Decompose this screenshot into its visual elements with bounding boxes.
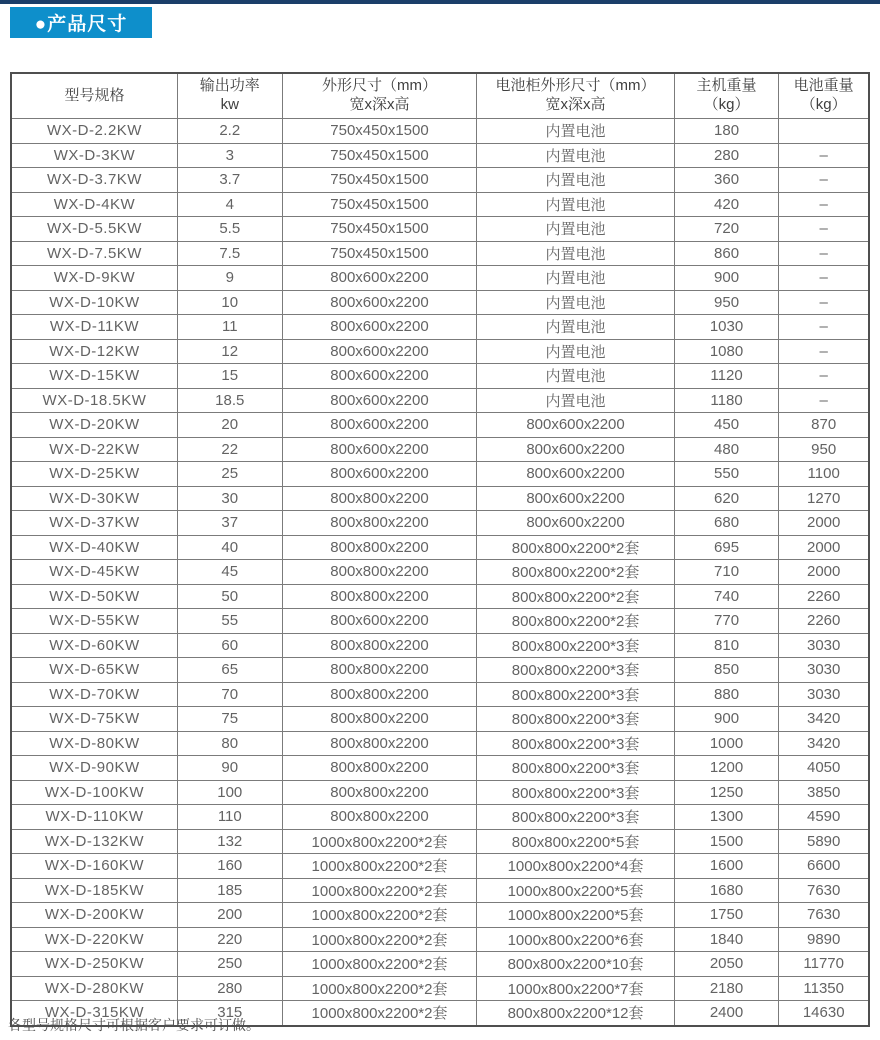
table-cell: WX-D-132KW [11,829,177,854]
table-cell: WX-D-11KW [11,315,177,340]
table-cell: 1030 [674,315,779,340]
table-cell: 11770 [779,952,869,977]
table-cell: 2180 [674,976,779,1001]
table-cell: 18.5 [177,388,282,413]
table-cell: 内置电池 [477,388,674,413]
table-row [11,143,869,168]
table-cell: 710 [674,560,779,585]
table-cell: 800x800x2200 [282,560,477,585]
table-cell: 内置电池 [477,119,674,144]
table-cell: 800x600x2200 [282,609,477,634]
table-cell: 2400 [674,1001,779,1026]
table-cell: 25 [177,462,282,487]
table-cell: 1750 [674,903,779,928]
header-row [11,73,869,119]
table-cell: WX-D-40KW [11,535,177,560]
table-cell: 800x800x2200*3套 [477,707,674,732]
table-cell: 1000x800x2200*2套 [282,1001,477,1026]
table-cell: WX-D-50KW [11,584,177,609]
table-cell: 900 [674,266,779,291]
table-cell: 720 [674,217,779,242]
table-cell: 1250 [674,780,779,805]
table-cell: 800x800x2200*3套 [477,682,674,707]
table-cell: 1000 [674,731,779,756]
table-cell: 30 [177,486,282,511]
footer-note: 各型号规格尺寸可根据客户要求可订做。 [8,1017,260,1033]
table-cell: 800x800x2200*2套 [477,584,674,609]
table-cell: WX-D-20KW [11,413,177,438]
table-header [11,73,869,119]
table-cell: 1000x800x2200*2套 [282,903,477,928]
table-cell: WX-D-4KW [11,192,177,217]
table-cell: 2.2 [177,119,282,144]
table-cell: WX-D-45KW [11,560,177,585]
table-cell: WX-D-200KW [11,903,177,928]
table-cell: 800x600x2200 [477,511,674,536]
table-cell: WX-D-3KW [11,143,177,168]
table-cell: WX-D-185KW [11,878,177,903]
table-cell: 9890 [779,927,869,952]
table-cell: 1000x800x2200*5套 [477,878,674,903]
table-cell: 160 [177,854,282,879]
table-cell: 2260 [779,609,869,634]
table-cell: 3.7 [177,168,282,193]
table-cell: 11 [177,315,282,340]
table-cell: 800x800x2200 [282,486,477,511]
table-cell: 9 [177,266,282,291]
table-cell: 40 [177,535,282,560]
table-cell: 810 [674,633,779,658]
table-cell: 800x800x2200*10套 [477,952,674,977]
table-cell: 280 [674,143,779,168]
table-cell: 1120 [674,364,779,389]
table-cell: 100 [177,780,282,805]
table-cell: 880 [674,682,779,707]
product-dimensions-table [10,72,870,1027]
table-cell: 1080 [674,339,779,364]
table-cell: WX-D-30KW [11,486,177,511]
table-cell: 45 [177,560,282,585]
table-row [11,413,869,438]
table-cell: WX-D-25KW [11,462,177,487]
table-cell: 3030 [779,633,869,658]
table-cell: 55 [177,609,282,634]
column-header: 输出功率 kw [177,73,282,119]
table-cell: 50 [177,584,282,609]
table-cell: 450 [674,413,779,438]
table-row [11,535,869,560]
table-cell: WX-D-60KW [11,633,177,658]
table-cell: 800x800x2200 [282,682,477,707]
table-cell: 800x800x2200 [282,780,477,805]
table-cell: 7630 [779,903,869,928]
table-row [11,584,869,609]
table-cell: WX-D-65KW [11,658,177,683]
table-cell: 1000x800x2200*6套 [477,927,674,952]
table-cell: 内置电池 [477,315,674,340]
table-cell: 220 [177,927,282,952]
column-header: 电池重量 （kg） [779,73,869,119]
table-cell: 1200 [674,756,779,781]
table-cell: 200 [177,903,282,928]
table-cell: 3030 [779,658,869,683]
table-cell: 800x600x2200 [282,364,477,389]
table-cell: 800x800x2200 [282,511,477,536]
table-row [11,290,869,315]
top-border-strip [0,0,880,4]
table-cell: 5.5 [177,217,282,242]
table-cell: 90 [177,756,282,781]
table-cell: 695 [674,535,779,560]
table-cell: 480 [674,437,779,462]
table-cell: WX-D-80KW [11,731,177,756]
table-cell: 22 [177,437,282,462]
table-cell: 6600 [779,854,869,879]
table-cell: 800x800x2200*3套 [477,756,674,781]
table-cell: 750x450x1500 [282,241,477,266]
table-cell: – [779,388,869,413]
table-cell: 3420 [779,707,869,732]
table-cell: WX-D-2.2KW [11,119,177,144]
table-cell: 870 [779,413,869,438]
table-cell: 950 [674,290,779,315]
table-cell: 800x800x2200*5套 [477,829,674,854]
table-cell: 1000x800x2200*2套 [282,878,477,903]
table-cell: 800x600x2200 [282,266,477,291]
table-cell: 770 [674,609,779,634]
table-cell: 2000 [779,511,869,536]
table-cell: 800x800x2200 [282,756,477,781]
table-cell: 内置电池 [477,217,674,242]
table-cell: 1000x800x2200*4套 [477,854,674,879]
table-cell: 75 [177,707,282,732]
table-cell: 280 [177,976,282,1001]
table-cell: 900 [674,707,779,732]
table-row [11,976,869,1001]
table-row [11,633,869,658]
table-row [11,854,869,879]
table-cell: 740 [674,584,779,609]
table-cell: 1000x800x2200*2套 [282,829,477,854]
table-row [11,927,869,952]
table-cell: 132 [177,829,282,854]
table-cell: 800x600x2200 [477,437,674,462]
table-cell: – [779,364,869,389]
table-cell: 3030 [779,682,869,707]
table-cell: WX-D-12KW [11,339,177,364]
table-row [11,241,869,266]
column-header: 型号规格 [11,73,177,119]
table-cell: 750x450x1500 [282,119,477,144]
table-cell: WX-D-280KW [11,976,177,1001]
table-row [11,780,869,805]
table-cell: WX-D-70KW [11,682,177,707]
table-cell: 2000 [779,535,869,560]
table-row [11,511,869,536]
table-cell: 1600 [674,854,779,879]
table-cell: 1000x800x2200*5套 [477,903,674,928]
table-cell: 65 [177,658,282,683]
table-cell: 2000 [779,560,869,585]
table-cell: 7.5 [177,241,282,266]
table-cell: 800x600x2200 [282,315,477,340]
table-cell: 800x800x2200*3套 [477,658,674,683]
table-cell: – [779,168,869,193]
table-cell: 950 [779,437,869,462]
table-cell: 15 [177,364,282,389]
table-cell: 800x600x2200 [282,462,477,487]
table-cell: 750x450x1500 [282,168,477,193]
table-cell: 内置电池 [477,192,674,217]
table-cell: 800x800x2200 [282,707,477,732]
table-cell: 800x800x2200 [282,658,477,683]
table-row [11,486,869,511]
table-cell: 800x800x2200*3套 [477,805,674,830]
table-cell: 12 [177,339,282,364]
table-cell: 800x600x2200 [282,388,477,413]
table-row [11,878,869,903]
table-row [11,388,869,413]
table-cell: 420 [674,192,779,217]
table-row [11,682,869,707]
table-cell: 1270 [779,486,869,511]
table-cell: 内置电池 [477,143,674,168]
table-cell: 800x600x2200 [477,462,674,487]
table-cell: 4590 [779,805,869,830]
table-cell: WX-D-10KW [11,290,177,315]
table-cell: 185 [177,878,282,903]
table-cell: 1840 [674,927,779,952]
table-row [11,609,869,634]
table-cell: 750x450x1500 [282,143,477,168]
table-body [11,119,869,1026]
table-cell: 内置电池 [477,339,674,364]
table-cell: 110 [177,805,282,830]
table-cell: WX-D-22KW [11,437,177,462]
section-title-badge [10,7,152,38]
table-cell: 800x800x2200 [282,633,477,658]
table-row [11,119,869,144]
table-cell: 800x600x2200 [477,486,674,511]
table-cell: 1000x800x2200*7套 [477,976,674,1001]
table-row [11,168,869,193]
table-cell: WX-D-220KW [11,927,177,952]
table-cell: 1000x800x2200*2套 [282,854,477,879]
table-cell: WX-D-160KW [11,854,177,879]
table-cell: 20 [177,413,282,438]
table-cell [779,119,869,144]
table-cell: 180 [674,119,779,144]
column-header: 主机重量 （kg） [674,73,779,119]
table-cell: 1680 [674,878,779,903]
table-cell: 内置电池 [477,290,674,315]
table-cell: 5890 [779,829,869,854]
table-cell: 10 [177,290,282,315]
table-cell: – [779,217,869,242]
table-cell: WX-D-315KW [11,1001,177,1026]
table-row [11,903,869,928]
table-cell: WX-D-75KW [11,707,177,732]
table-cell: 1000x800x2200*2套 [282,976,477,1001]
table-cell: 37 [177,511,282,536]
table-cell: 550 [674,462,779,487]
table-cell: – [779,315,869,340]
table-cell: WX-D-3.7KW [11,168,177,193]
table-cell: 680 [674,511,779,536]
table-cell: 3420 [779,731,869,756]
table-row [11,437,869,462]
table-cell: 1180 [674,388,779,413]
table-cell: WX-D-90KW [11,756,177,781]
table-row [11,829,869,854]
table-cell: 315 [177,1001,282,1026]
table-cell: 360 [674,168,779,193]
table-cell: WX-D-100KW [11,780,177,805]
table-cell: 800x800x2200*2套 [477,560,674,585]
table-cell: 800x600x2200 [282,413,477,438]
table-row [11,756,869,781]
table-row [11,462,869,487]
table-row [11,364,869,389]
table-cell: 80 [177,731,282,756]
table-cell: 内置电池 [477,266,674,291]
table-row [11,192,869,217]
table-cell: 内置电池 [477,168,674,193]
table-cell: 800x800x2200 [282,584,477,609]
table-cell: 70 [177,682,282,707]
table-row [11,339,869,364]
table-cell: WX-D-18.5KW [11,388,177,413]
table-cell: 11350 [779,976,869,1001]
table-cell: 250 [177,952,282,977]
table-cell: 2260 [779,584,869,609]
table-cell: 800x800x2200*3套 [477,731,674,756]
column-header: 电池柜外形尺寸（mm） 宽x深x高 [477,73,674,119]
table-cell: 2050 [674,952,779,977]
table-cell: WX-D-9KW [11,266,177,291]
table-cell: 内置电池 [477,241,674,266]
table-cell: WX-D-7.5KW [11,241,177,266]
table-row [11,217,869,242]
table-row [11,731,869,756]
table-row [11,952,869,977]
table-cell: 800x800x2200 [282,731,477,756]
table-cell: 4050 [779,756,869,781]
table-cell: 7630 [779,878,869,903]
table-cell: 860 [674,241,779,266]
table-cell: 3850 [779,780,869,805]
table-cell: WX-D-110KW [11,805,177,830]
table-cell: 750x450x1500 [282,192,477,217]
table-cell: – [779,192,869,217]
table-cell: – [779,339,869,364]
table-cell: 800x800x2200*3套 [477,780,674,805]
table-cell: 4 [177,192,282,217]
table-row [11,805,869,830]
table-cell: WX-D-5.5KW [11,217,177,242]
table-cell: 14630 [779,1001,869,1026]
table-cell: – [779,266,869,291]
table-cell: 750x450x1500 [282,217,477,242]
table-cell: WX-D-15KW [11,364,177,389]
table-cell: WX-D-250KW [11,952,177,977]
table-cell: WX-D-37KW [11,511,177,536]
table-cell: 620 [674,486,779,511]
table-cell: 800x600x2200 [282,290,477,315]
table-cell: 800x600x2200 [282,437,477,462]
table-cell: 800x800x2200*2套 [477,609,674,634]
table-row [11,560,869,585]
table-row [11,315,869,340]
table-cell: 3 [177,143,282,168]
table-cell: 60 [177,633,282,658]
table-cell: WX-D-55KW [11,609,177,634]
table-cell: 1500 [674,829,779,854]
table-cell: 1300 [674,805,779,830]
table-cell: 800x600x2200 [282,339,477,364]
table-cell: 1000x800x2200*2套 [282,927,477,952]
table-cell: 800x800x2200*3套 [477,633,674,658]
table-row [11,658,869,683]
table-cell: 800x600x2200 [477,413,674,438]
table-cell: 850 [674,658,779,683]
section-title: ●产品尺寸 [34,14,128,35]
table-cell: 1000x800x2200*2套 [282,952,477,977]
column-header: 外形尺寸（mm） 宽x深x高 [282,73,477,119]
table-cell: 800x800x2200*12套 [477,1001,674,1026]
table-cell: 800x800x2200 [282,805,477,830]
table-row [11,707,869,732]
table-cell: 800x800x2200 [282,535,477,560]
table-cell: 800x800x2200*2套 [477,535,674,560]
table-cell: – [779,290,869,315]
table-cell: 内置电池 [477,364,674,389]
table-row [11,266,869,291]
table-cell: – [779,241,869,266]
table-cell: – [779,143,869,168]
table-cell: 1100 [779,462,869,487]
